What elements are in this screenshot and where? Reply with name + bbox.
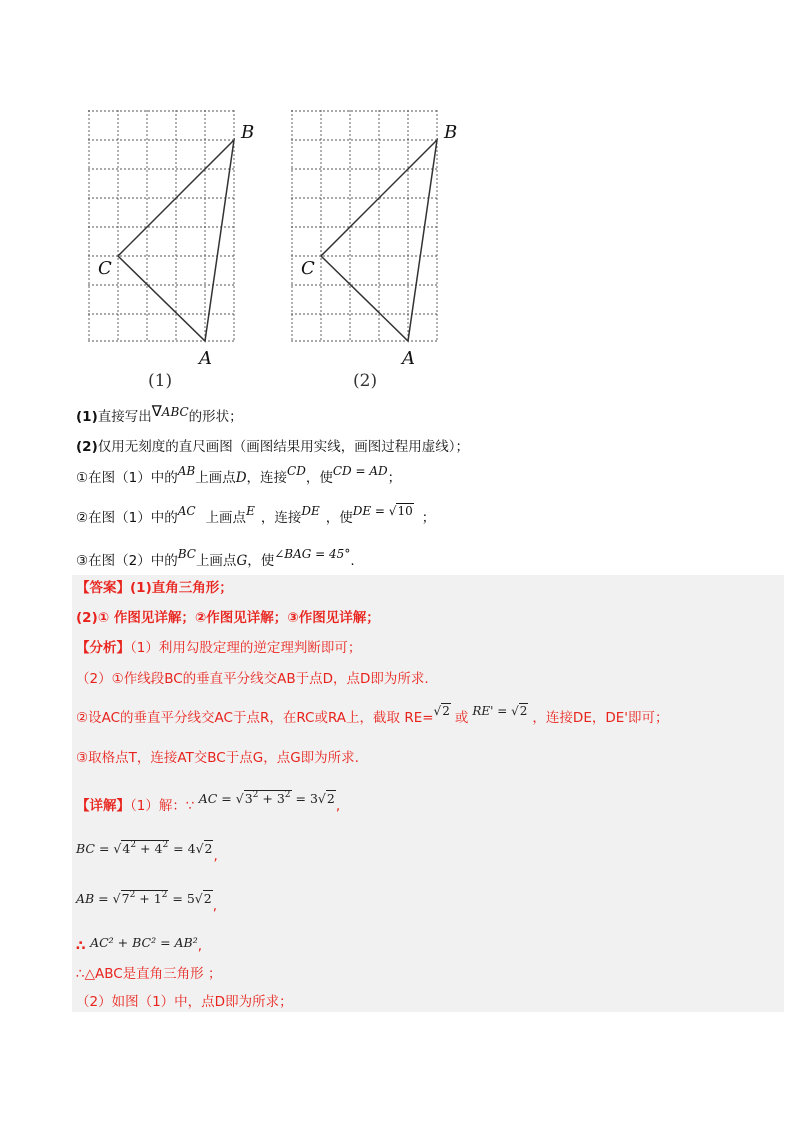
figure-2-svg xyxy=(291,110,461,391)
question-2: (2)仅用无刻度的直尺画图（画图结果用实线，画图过程用虚线）； xyxy=(76,439,469,455)
subquestion-3: ③在图（2）中的BC上画点G，使∠BAG = 45°. xyxy=(76,547,355,569)
detail-part-2: （2）如图（1）中，点D即为所求； xyxy=(76,994,293,1010)
label-b: B xyxy=(241,122,255,143)
detail-line-ac: 【详解】（1）解：∵ AC = $√3^2 + 3^2 = 3√2$, xyxy=(76,790,341,814)
figure-1 xyxy=(88,110,258,391)
analysis-line-1: 【分析】（1）利用勾股定理的逆定理判断即可； xyxy=(76,640,362,656)
label-b: B xyxy=(444,122,458,143)
subquestion-1: ①在图（1）中的AB上画点D，连接CD，使CD = AD； xyxy=(76,464,402,486)
figure-2-caption: (2) xyxy=(353,371,378,391)
label-c: C xyxy=(301,258,315,279)
figure-1-caption: (1) xyxy=(148,371,173,391)
detail-line-sum: ∴ AC² + BC² = AB², xyxy=(76,935,203,954)
analysis-line-2: （2）①作线段BC的垂直平分线交AB于点D，点D即为所求. xyxy=(76,671,429,687)
detail-line-bc: BC = $√4^2 + 4^2 = 4√2$, xyxy=(76,840,218,864)
triangle-symbol: ∇ xyxy=(151,402,162,420)
question-1: (1)直接写出∇ABC的形状； xyxy=(76,402,243,425)
analysis-line-4: ③取格点T，连接AT交BC于点G，点G即为所求. xyxy=(76,750,359,766)
detail-tag: 【详解】 xyxy=(76,798,130,814)
answer-line-2: (2)① 作图见详解；②作图见详解；③作图见详解； xyxy=(76,610,380,626)
answer-line-1: 【答案】(1)直角三角形； xyxy=(76,580,233,596)
answer-tag: 【答案】 xyxy=(76,580,130,596)
grid xyxy=(291,110,438,342)
grid xyxy=(88,110,235,342)
label-a: A xyxy=(199,348,212,369)
analysis-tag: 【分析】 xyxy=(76,640,130,656)
detail-conclusion: ∴△ABC是直角三角形 ； xyxy=(76,966,222,982)
figure-2 xyxy=(291,110,461,391)
figure-1-svg xyxy=(88,110,258,391)
subquestion-2: ②在图（1）中的AC 上画点E ，连接DE ，使DE = √10 ； xyxy=(76,504,436,526)
detail-line-ab: AB = $√7^2 + 1^2 = 5√2$, xyxy=(76,890,218,914)
label-c: C xyxy=(98,258,112,279)
label-a: A xyxy=(402,348,415,369)
analysis-line-3: ②设AC的垂直平分线交AC于点R，在RC或RA上，截取 RE=√2 或 RE' = √2 ，连接DE，DE'即可； xyxy=(76,704,669,726)
